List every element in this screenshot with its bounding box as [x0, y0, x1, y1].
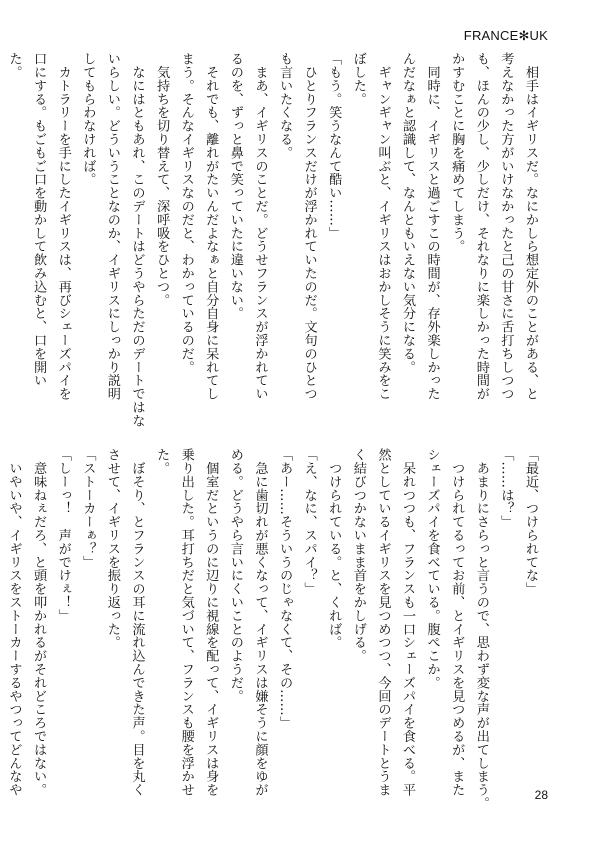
text-line: ギャンギャン叫ぶと、イギリスはおかしそうに笑みをこ [375, 52, 391, 401]
text-line: それでも、離れがたいんだよなぁと自分自身に呆れてし [203, 52, 219, 401]
upper-text-block [6, 52, 542, 428]
text-line: 個室だというのに辺りに視線を配って、イギリスは身を [203, 448, 219, 797]
text-line: ぼそり、とフランスの耳に流れ込んできた声。目を丸く [129, 448, 145, 797]
text-line: 「……は？」 [498, 448, 514, 529]
text-line: 同時に、イギリスと過ごすこの時間が、存外楽しかった [424, 52, 440, 401]
text-line: 「え、なに、スパイ？」 [301, 448, 317, 596]
text-line: 「もう。笑うなんて酷い……」 [326, 52, 342, 240]
text-line: た。 [154, 448, 170, 475]
text-line: シェーズパイを食べている。腹ぺこか。 [424, 448, 440, 690]
text-line: た。 [6, 52, 22, 79]
text-line: いやいや、イギリスをストーカーするやつってどんなや [6, 448, 22, 797]
text-line: 呆れつつも、フランスも一口シェーズパイを食べる。平 [400, 448, 416, 797]
text-line: 乗り出した。耳打ちだと気づいて、フランスも腰を浮かせ [178, 448, 194, 797]
text-line: いらしい。どういうことなのか、イギリスにしっかり説明 [104, 52, 120, 401]
text-line: も、ほんの少し、少しだけ、それなりに楽しかった時間が [473, 52, 489, 401]
text-line: つけられてるってお前、とイギリスを見つめるが、また [449, 448, 465, 797]
text-line: 「しーっ！ 声がでけぇ！」 [55, 448, 71, 623]
text-line: んだなぁと認識して、なんともいえない気分になる。 [400, 52, 416, 374]
text-line: あまりにさらっと言うので、思わず変な声が出てしまう。 [473, 448, 489, 810]
page-number: 28 [534, 788, 548, 802]
text-line: 気持ちを切り替えて、深呼吸をひとつ。 [154, 52, 170, 307]
text-line: なにはともあれ、このデートはどうやらただのデートではな [129, 52, 145, 428]
text-line: まう。そんなイギリスなのだと、わかっているのだ。 [178, 52, 194, 374]
text-line: つけられている。と、くれば。 [326, 448, 342, 649]
text-line: 口にする。もごもご口を動かして飲み込むと、口を開い [31, 52, 47, 387]
text-line: ひとりフランスだけが浮かれていたのだ。文句のひとつ [301, 52, 317, 401]
text-line: める。どうやら言いにくいことのようだ。 [227, 448, 243, 703]
text-line: 相手はイギリスだ。なにかしら想定外のことがある、と [523, 52, 538, 401]
text-line: 急に歯切れが悪くなって、イギリスは嫌そうに顔をゆが [252, 448, 268, 797]
text-line: 「最近、つけられてな」 [523, 448, 538, 596]
text-line: 意味ねぇだろ、と頭を叩かれるがそれどころではない。 [31, 448, 47, 797]
text-line: ぼした。 [350, 52, 366, 106]
text-line: 「ストーカーぁ？」 [80, 448, 96, 569]
text-line: 然としているイギリスを見つめつつ、今回のデートとうま [375, 448, 391, 797]
text-line: させて、イギリスを振り返った。 [104, 448, 120, 649]
text-line: 「あー……そういうのじゃなくて、その……」 [277, 448, 293, 730]
text-line: カトラリーを手にしたイギリスは、再びシェーズパイを [55, 52, 71, 401]
text-line: るのを、ずっと鼻で笑っていたに違いない。 [227, 52, 243, 320]
text-line: く結びつかないまま首をかしげる。 [350, 448, 366, 663]
text-line: かすむことに胸を痛めてしまう。 [449, 52, 465, 253]
header-title: FRANCE✻UK [463, 28, 548, 43]
text-line: も言いたくなる。 [277, 52, 293, 160]
text-line: まあ、イギリスのことだ。どうせフランスが浮かれてい [252, 52, 268, 401]
text-line: 考えなかった方がいけなかったと己の甘さに舌打ちしつつ [498, 52, 514, 401]
text-line: してもらわなければ。 [80, 52, 96, 186]
